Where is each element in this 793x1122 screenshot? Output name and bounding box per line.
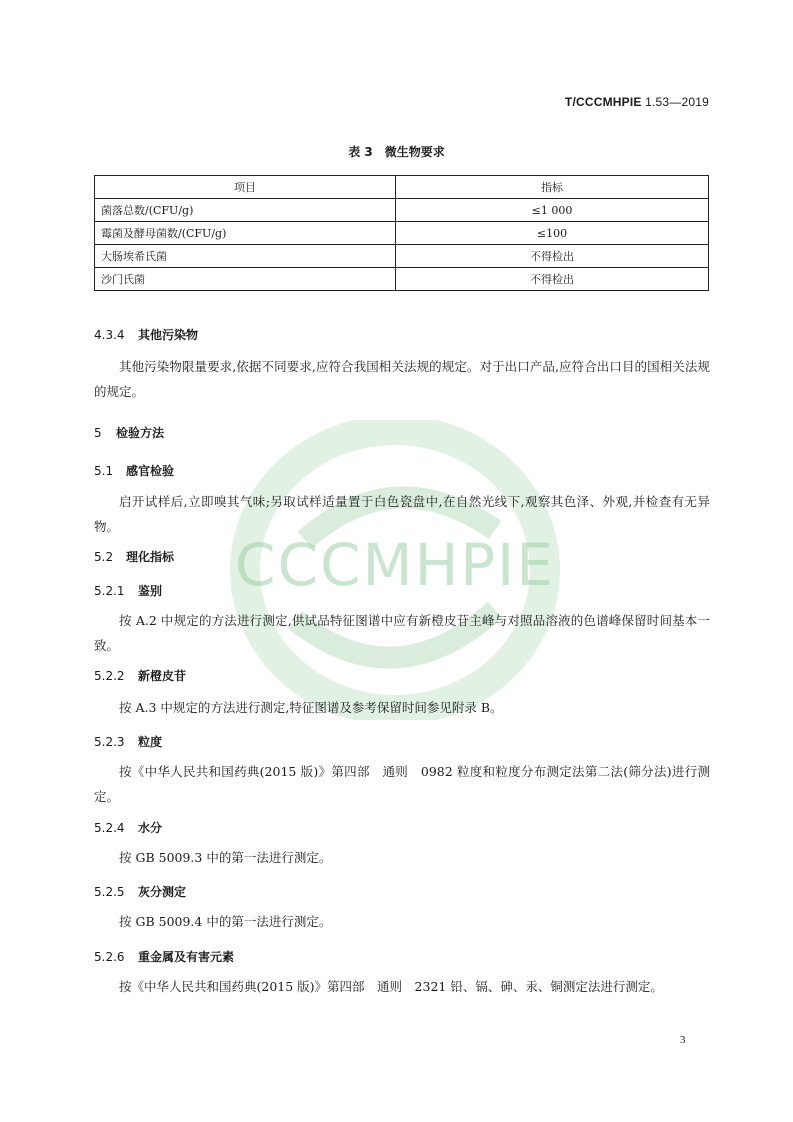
paragraph-5-2-6: 按《中华人民共和国药典(2015 版)》第四部 通则 2321 铅、镉、砷、汞、铜测定法进行测定。 xyxy=(119,979,663,994)
table-cell-indicator: 不得检出 xyxy=(396,268,709,291)
paragraph-5-2-5: 按 GB 5009.4 中的第一法进行测定。 xyxy=(119,914,332,929)
table-header-row xyxy=(95,176,709,199)
section-title: 感官检验 xyxy=(126,464,175,478)
section-heading-5-2-6 xyxy=(94,948,234,965)
section-heading-4-3-4 xyxy=(94,326,198,343)
section-heading-5-2-1 xyxy=(94,582,162,599)
section-number: 5.2 xyxy=(94,550,114,564)
watermark-text: CCCMHPIE xyxy=(235,531,555,599)
table-cell-item: 菌落总数/(CFU/g) xyxy=(95,199,396,222)
watermark-logo xyxy=(195,420,595,720)
document-code-number: 1.53—2019 xyxy=(645,95,709,109)
section-number: 5.2.4 xyxy=(94,821,125,835)
section-number: 5 xyxy=(94,426,102,440)
table-cell-indicator: ≤1 000 xyxy=(396,199,709,222)
section-number: 5.2.2 xyxy=(94,669,125,683)
section-title: 重金属及有害元素 xyxy=(138,950,235,964)
section-title: 新橙皮苷 xyxy=(138,669,187,683)
section-title: 灰分测定 xyxy=(138,885,187,899)
microbial-requirements-table xyxy=(94,175,709,291)
document-code-prefix: T/CCCMHPIE xyxy=(564,95,642,109)
table-cell-indicator: 不得检出 xyxy=(396,245,709,268)
paragraph-5-2-1: 按 A.2 中规定的方法进行测定,供试品特征图谱中应有新橙皮苷主峰与对照品溶液的色谱峰保留时间基本一致。 xyxy=(94,613,710,653)
section-title: 粒度 xyxy=(138,735,163,749)
section-title: 鉴别 xyxy=(138,584,163,598)
table-cell-indicator: ≤100 xyxy=(396,222,709,245)
section-heading-5 xyxy=(94,424,164,441)
paragraph-4-3-4: 其他污染物限量要求,依据不同要求,应符合我国相关法规的规定。对于出口产品,应符合出口目的国相关法规的规定。 xyxy=(94,359,710,399)
section-number: 5.2.3 xyxy=(94,735,125,749)
document-code xyxy=(565,95,709,109)
paragraph-5-1: 启开试样后,立即嗅其气味;另取试样适量置于白色瓷盘中,在自然光线下,观察其色泽、外观,并检查有无异物。 xyxy=(94,494,710,534)
paragraph-5-2-2: 按 A.3 中规定的方法进行测定,特征图谱及参考保留时间参见附录 B。 xyxy=(119,700,503,715)
section-title: 水分 xyxy=(138,821,163,835)
section-heading-5-2 xyxy=(94,548,174,565)
table-cell-item: 霉菌及酵母菌数/(CFU/g) xyxy=(95,222,396,245)
section-title: 检验方法 xyxy=(116,426,165,440)
paragraph-5-2-4: 按 GB 5009.3 中的第一法进行测定。 xyxy=(119,850,332,865)
table-header-indicator: 指标 xyxy=(396,176,709,199)
table-row xyxy=(95,222,709,245)
section-heading-5-2-2 xyxy=(94,667,186,684)
table-row xyxy=(95,199,709,222)
section-number: 4.3.4 xyxy=(94,328,125,342)
section-heading-5-2-3 xyxy=(94,733,162,750)
section-heading-5-2-5 xyxy=(94,883,186,900)
section-heading-5-1 xyxy=(94,462,174,479)
section-heading-5-2-4 xyxy=(94,819,162,836)
section-number: 5.2.1 xyxy=(94,584,125,598)
table-header-item: 项目 xyxy=(95,176,396,199)
section-number: 5.2.6 xyxy=(94,950,125,964)
table-row xyxy=(95,268,709,291)
page-number: 3 xyxy=(680,1034,686,1046)
section-title: 理化指标 xyxy=(126,550,175,564)
table-title: 表 3 微生物要求 xyxy=(348,145,445,159)
paragraph-5-2-3: 按《中华人民共和国药典(2015 版)》第四部 通则 0982 粒度和粒度分布测定法第二法(筛分法)进行测定。 xyxy=(94,764,710,804)
section-title: 其他污染物 xyxy=(138,328,199,342)
section-number: 5.1 xyxy=(94,464,114,478)
section-number: 5.2.5 xyxy=(94,885,125,899)
table-row xyxy=(95,245,709,268)
table-cell-item: 沙门氏菌 xyxy=(95,268,396,291)
table-cell-item: 大肠埃希氏菌 xyxy=(95,245,396,268)
